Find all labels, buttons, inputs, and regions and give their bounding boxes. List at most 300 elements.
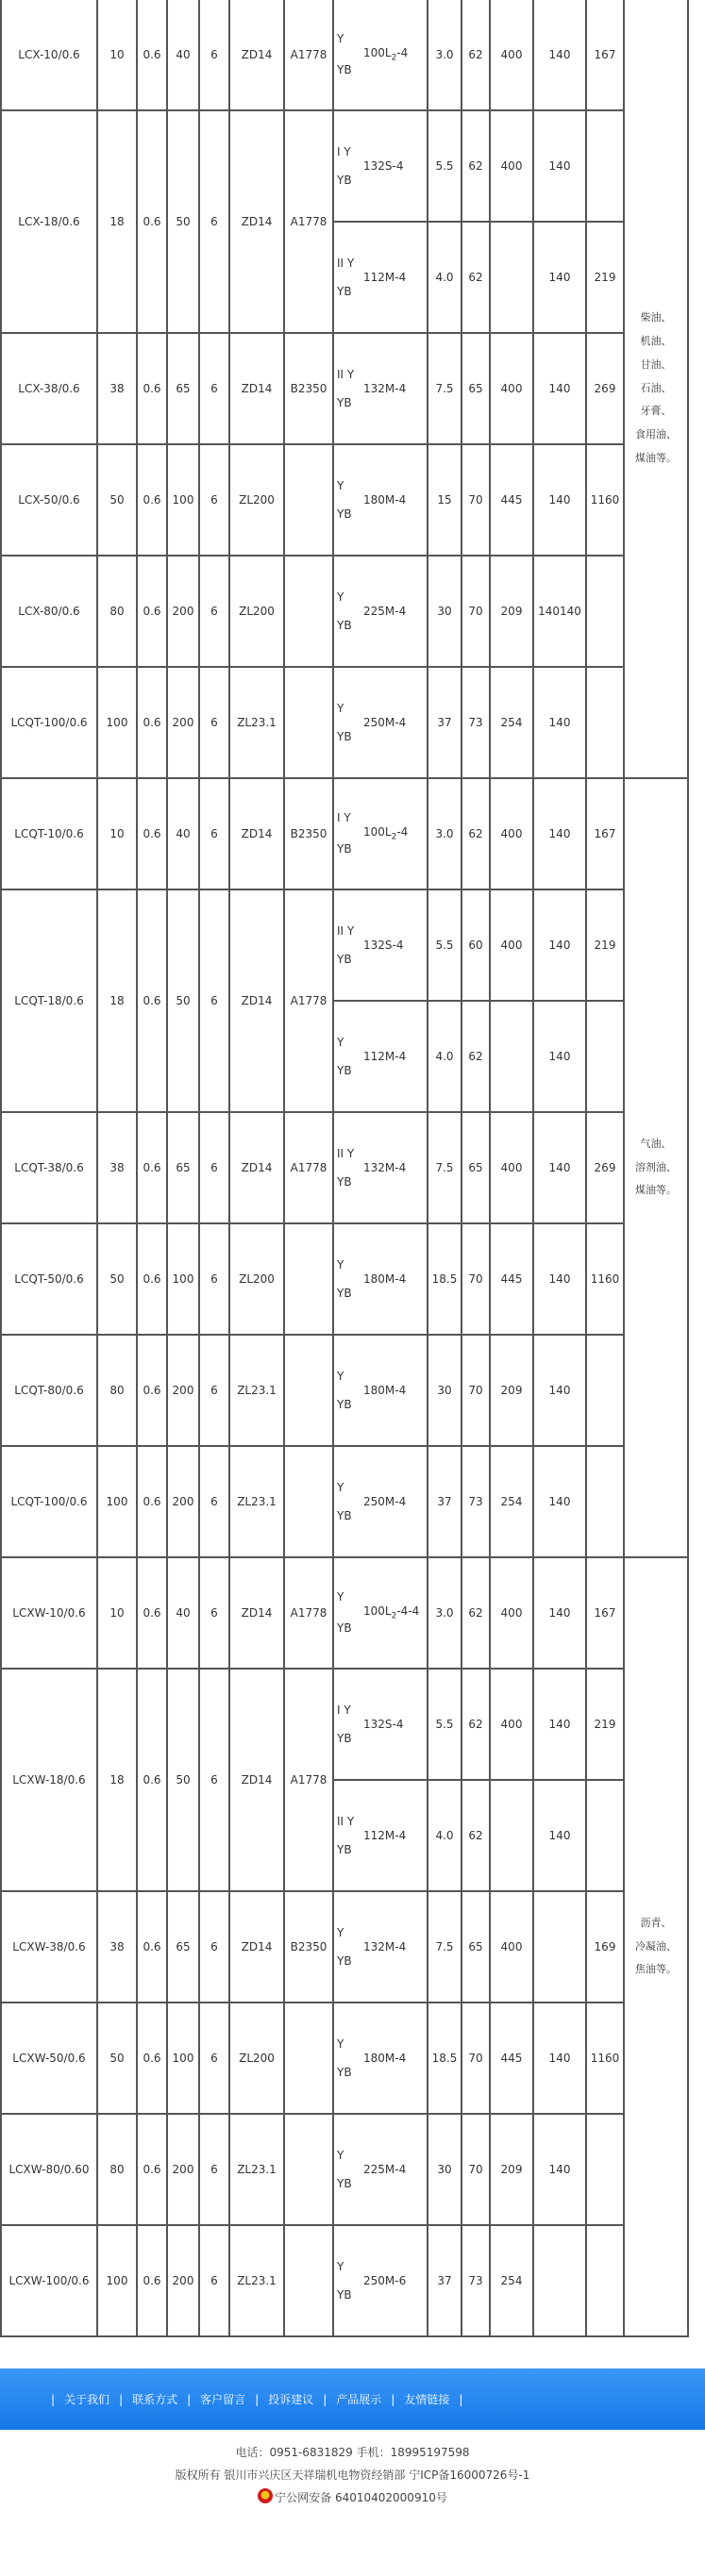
model-cell: LCX-18/0.6 (1, 110, 97, 333)
model-cell: LCQT-38/0.6 (1, 1112, 97, 1223)
motor-line-model (337, 493, 425, 507)
efficiency-cell: 73 (462, 1446, 490, 1557)
motor-roman: II (337, 256, 344, 270)
param-cell: 140 (533, 2114, 586, 2225)
param-cell: 1160 (586, 1223, 624, 1335)
footer-nav-link[interactable]: 联系方式 (132, 2393, 178, 2406)
inlet-cell: 100 (167, 1223, 199, 1335)
valve-cell: ZL200 (229, 2003, 284, 2114)
table-row (1, 1669, 688, 1780)
motor-yb: YB (337, 395, 352, 409)
motor-series: Y (337, 701, 344, 715)
motor-cell (333, 1001, 428, 1112)
code-cell (284, 1446, 333, 1557)
inlet-cell: 200 (167, 2225, 199, 2336)
param-cell (533, 2225, 586, 2336)
power-cell: 7.5 (428, 1891, 462, 2003)
motor-series: Y (337, 478, 344, 492)
code-cell (284, 1335, 333, 1446)
model-cell: LCQT-80/0.6 (1, 1335, 97, 1446)
param-cell (586, 110, 624, 222)
param-cell: 1160 (586, 444, 624, 556)
application-line: 柴油、 (640, 311, 672, 324)
power-cell: 4.0 (428, 1001, 462, 1112)
model-cell: LCXW-100/0.6 (1, 2225, 97, 2336)
param-cell: 167 (586, 778, 624, 889)
motor-line-model (337, 605, 425, 619)
motor-model-sub: 2 (391, 53, 397, 63)
motor-line-y (337, 1815, 425, 1829)
motor-line-yb (337, 1732, 425, 1746)
valve-cell: ZD14 (229, 1557, 284, 1669)
motor-yb: YB (337, 1508, 352, 1522)
motor-line-y (337, 590, 425, 605)
flow-cell: 18 (97, 889, 137, 1112)
nav-separator: | (255, 2392, 260, 2406)
table-row (1, 1446, 688, 1557)
efficiency-cell: 65 (462, 1112, 490, 1223)
motor-yb: YB (337, 284, 352, 298)
motor-line-y (337, 1370, 425, 1384)
motor-model: 250M-4 (363, 1494, 407, 1508)
param-cell: 140 (533, 2003, 586, 2114)
motor-line-model (337, 2052, 425, 2066)
weight-cell: 400 (490, 0, 533, 110)
motor-cell (333, 1335, 428, 1446)
valve-cell: ZD14 (229, 0, 284, 110)
param-cell: 219 (586, 889, 624, 1001)
motor-cell (333, 1891, 428, 2003)
inlet-cell: 200 (167, 667, 199, 778)
motor-model-suffix: -4-4 (396, 1604, 420, 1618)
footer-police-record[interactable] (0, 2486, 705, 2509)
motor-line-y (337, 1926, 425, 1940)
model-cell: LCX-10/0.6 (1, 0, 97, 110)
motor-line-model (337, 271, 425, 285)
table-row (1, 2003, 688, 2114)
motor-line-model (337, 716, 425, 730)
motor-model: 100L (363, 1604, 392, 1618)
motor-roman: II (337, 367, 344, 381)
pressure-cell: 0.6 (137, 1891, 167, 2003)
weight-cell: 400 (490, 1557, 533, 1669)
stage-cell: 6 (199, 1446, 229, 1557)
efficiency-cell: 70 (462, 2114, 490, 2225)
motor-cell (333, 556, 428, 667)
valve-cell: ZD14 (229, 1112, 284, 1223)
stage-cell: 6 (199, 1669, 229, 1891)
code-cell: A1778 (284, 889, 333, 1112)
flow-cell: 10 (97, 1557, 137, 1669)
valve-cell: ZL200 (229, 444, 284, 556)
valve-cell: ZL23.1 (229, 667, 284, 778)
motor-line-model (337, 1161, 425, 1175)
motor-line-model (337, 1718, 425, 1732)
efficiency-cell: 60 (462, 889, 490, 1001)
motor-series: Y (337, 2036, 344, 2051)
motor-series: Y (346, 1146, 355, 1160)
param-cell: 140 (533, 889, 586, 1001)
motor-line-model (337, 46, 425, 64)
code-cell: A1778 (284, 0, 333, 110)
motor-yb: YB (337, 842, 352, 856)
table-row (1, 778, 688, 889)
param-cell: 219 (586, 1669, 624, 1780)
code-cell: A1778 (284, 1112, 333, 1223)
motor-line-model (337, 159, 425, 174)
table-row (1, 2114, 688, 2225)
motor-yb: YB (337, 1286, 352, 1300)
weight-cell (490, 1780, 533, 1891)
nav-separator: | (459, 2392, 463, 2406)
flow-cell: 100 (97, 2225, 137, 2336)
param-cell: 140 (533, 1335, 586, 1446)
valve-cell: ZL23.1 (229, 2114, 284, 2225)
weight-cell: 209 (490, 1335, 533, 1446)
efficiency-cell: 62 (462, 1669, 490, 1780)
motor-yb: YB (337, 1731, 352, 1745)
application-line: 食用油、 (635, 428, 677, 441)
nav-separator: | (119, 2392, 124, 2406)
table-row (1, 333, 688, 444)
motor-cell (333, 2225, 428, 2336)
motor-yb: YB (337, 1174, 352, 1188)
motor-yb: YB (337, 1621, 352, 1636)
param-cell: 140 (533, 333, 586, 444)
footer-copyright: 版权所有 银川市兴庆区天祥瑞机电物资经销部 宁ICP备16000726号-1 (175, 2468, 530, 2482)
motor-line-model (337, 825, 425, 843)
model-cell: LCQT-18/0.6 (1, 889, 97, 1112)
weight-cell: 209 (490, 556, 533, 667)
model-cell: LCX-50/0.6 (1, 444, 97, 556)
code-cell: A1778 (284, 1669, 333, 1891)
flow-cell: 38 (97, 1891, 137, 2003)
flow-cell: 50 (97, 1223, 137, 1335)
motor-line-yb (337, 63, 425, 77)
inlet-cell: 50 (167, 110, 199, 333)
motor-model-sub: 2 (391, 832, 397, 842)
efficiency-cell: 65 (462, 1891, 490, 2003)
nav-separator: | (51, 2392, 56, 2406)
inlet-cell: 65 (167, 1891, 199, 2003)
stage-cell: 6 (199, 1891, 229, 2003)
table-row (1, 1335, 688, 1446)
stage-cell: 6 (199, 1223, 229, 1335)
param-cell: 140 (533, 0, 586, 110)
weight-cell (490, 1001, 533, 1112)
motor-line-y (337, 1147, 425, 1161)
motor-line-yb (337, 1621, 425, 1636)
pressure-cell: 0.6 (137, 889, 167, 1112)
efficiency-cell: 62 (462, 110, 490, 222)
motor-yb: YB (337, 729, 352, 743)
motor-series: Y (337, 1035, 344, 1049)
table-row (1, 2225, 688, 2336)
flow-cell: 80 (97, 556, 137, 667)
motor-model: 112M-4 (363, 270, 407, 284)
param-cell (586, 2225, 624, 2336)
inlet-cell: 200 (167, 2114, 199, 2225)
footer-nav-link[interactable]: 关于我们 (64, 2393, 110, 2406)
motor-line-y (337, 2037, 425, 2052)
inlet-cell: 200 (167, 1335, 199, 1446)
power-cell: 37 (428, 2225, 462, 2336)
police-badge-icon (258, 2488, 273, 2503)
motor-line-y (337, 368, 425, 382)
power-cell: 37 (428, 667, 462, 778)
stage-cell: 6 (199, 1112, 229, 1223)
motor-cell (333, 110, 428, 222)
param-cell: 219 (586, 222, 624, 333)
motor-yb: YB (337, 618, 352, 632)
motor-yb: YB (337, 1842, 352, 1856)
valve-cell: ZL23.1 (229, 2225, 284, 2336)
application-line: 甘油、 (640, 357, 672, 371)
motor-line-y (337, 924, 425, 939)
weight-cell: 400 (490, 889, 533, 1001)
flow-cell: 10 (97, 778, 137, 889)
flow-cell: 80 (97, 1335, 137, 1446)
inlet-cell: 50 (167, 889, 199, 1112)
application-line: 冷凝油、 (635, 1939, 677, 1953)
motor-model: 132M-4 (363, 1160, 407, 1174)
param-cell (533, 1891, 586, 2003)
table-row (1, 444, 688, 556)
flow-cell: 80 (97, 2114, 137, 2225)
application-cell (624, 1557, 688, 2336)
stage-cell: 6 (199, 333, 229, 444)
motor-series: Y (337, 1369, 344, 1383)
stage-cell: 6 (199, 0, 229, 110)
valve-cell: ZD14 (229, 1891, 284, 2003)
table-row (1, 0, 688, 110)
pressure-cell: 0.6 (137, 333, 167, 444)
motor-line-y (337, 2260, 425, 2274)
valve-cell: ZL200 (229, 556, 284, 667)
efficiency-cell: 70 (462, 1223, 490, 1335)
pressure-cell: 0.6 (137, 1446, 167, 1557)
inlet-cell: 40 (167, 0, 199, 110)
stage-cell: 6 (199, 778, 229, 889)
footer-nav-bar (0, 2368, 705, 2430)
pressure-cell: 0.6 (137, 2225, 167, 2336)
table-row (1, 1557, 688, 1669)
stage-cell: 6 (199, 1335, 229, 1446)
model-cell: LCXW-80/0.60 (1, 2114, 97, 2225)
table-row (1, 556, 688, 667)
footer-phone: 电话：0951-6831829 手机：18995197598 (235, 2446, 470, 2459)
flow-cell: 38 (97, 333, 137, 444)
param-cell: 140 (533, 222, 586, 333)
efficiency-cell: 62 (462, 1780, 490, 1891)
efficiency-cell: 62 (462, 1001, 490, 1112)
footer-nav-link[interactable]: 投诉建议 (268, 2393, 314, 2406)
inlet-cell: 100 (167, 444, 199, 556)
weight-cell: 445 (490, 1223, 533, 1335)
motor-line-yb (337, 1287, 425, 1301)
pressure-cell: 0.6 (137, 667, 167, 778)
pressure-cell: 0.6 (137, 110, 167, 333)
motor-series: Y (337, 1480, 344, 1494)
model-cell: LCQT-100/0.6 (1, 667, 97, 778)
motor-line-model (337, 382, 425, 396)
param-cell: 140 (533, 110, 586, 222)
model-cell: LCQT-100/0.6 (1, 1446, 97, 1557)
param-cell: 167 (586, 0, 624, 110)
weight-cell: 209 (490, 2114, 533, 2225)
param-cell: 1160 (586, 2003, 624, 2114)
power-cell: 5.5 (428, 889, 462, 1001)
application-line: 焦油等。 (635, 1963, 677, 1976)
power-cell: 15 (428, 444, 462, 556)
code-cell (284, 2225, 333, 2336)
efficiency-cell: 62 (462, 1557, 490, 1669)
motor-line-yb (337, 285, 425, 299)
flow-cell: 18 (97, 110, 137, 333)
efficiency-cell: 62 (462, 778, 490, 889)
code-cell: B2350 (284, 778, 333, 889)
flow-cell: 38 (97, 1112, 137, 1223)
param-cell: 167 (586, 1557, 624, 1669)
inlet-cell: 200 (167, 556, 199, 667)
valve-cell: ZD14 (229, 333, 284, 444)
application-line: 煤油等。 (635, 1184, 677, 1197)
footer-info (0, 2430, 705, 2509)
motor-model: 225M-4 (363, 604, 407, 618)
motor-line-model (337, 939, 425, 953)
efficiency-cell: 73 (462, 667, 490, 778)
footer-nav (42, 2368, 472, 2430)
motor-cell (333, 2114, 428, 2225)
motor-model: 100L (363, 824, 392, 839)
motor-line-yb (337, 1509, 425, 1523)
motor-cell (333, 1112, 428, 1223)
param-cell: 269 (586, 1112, 624, 1223)
motor-yb: YB (337, 1063, 352, 1077)
footer-nav-link[interactable]: 产品展示 (336, 2393, 382, 2406)
param-cell: 140 (533, 1112, 586, 1223)
power-cell: 4.0 (428, 222, 462, 333)
motor-model: 180M-4 (363, 1271, 407, 1286)
motor-line-yb (337, 507, 425, 522)
motor-line-model (337, 2163, 425, 2177)
motor-roman: II (337, 1814, 344, 1828)
nav-separator: | (187, 2392, 192, 2406)
motor-model-sub: 2 (391, 1611, 397, 1621)
weight-cell: 400 (490, 778, 533, 889)
flow-cell: 50 (97, 444, 137, 556)
model-cell: LCXW-50/0.6 (1, 2003, 97, 2114)
weight-cell: 254 (490, 2225, 533, 2336)
pressure-cell: 0.6 (137, 0, 167, 110)
flow-cell: 100 (97, 667, 137, 778)
power-cell: 3.0 (428, 0, 462, 110)
model-cell: LCXW-38/0.6 (1, 1891, 97, 2003)
motor-line-yb (337, 396, 425, 410)
footer-nav-link[interactable]: 友情链接 (404, 2393, 450, 2406)
model-cell: LCX-38/0.6 (1, 333, 97, 444)
application-line: 牙膏、 (640, 405, 672, 418)
pressure-cell: 0.6 (137, 1223, 167, 1335)
inlet-cell: 100 (167, 2003, 199, 2114)
weight-cell: 400 (490, 110, 533, 222)
param-cell (586, 1335, 624, 1446)
weight-cell: 254 (490, 667, 533, 778)
code-cell (284, 1223, 333, 1335)
param-cell: 140 (533, 1001, 586, 1112)
inlet-cell: 40 (167, 1557, 199, 1669)
valve-cell: ZL23.1 (229, 1335, 284, 1446)
pressure-cell: 0.6 (137, 2003, 167, 2114)
param-cell: 140140 (533, 556, 586, 667)
param-cell: 140 (533, 444, 586, 556)
motor-cell (333, 444, 428, 556)
motor-line-yb (337, 2177, 425, 2191)
power-cell: 30 (428, 2114, 462, 2225)
weight-cell (490, 222, 533, 333)
power-cell: 37 (428, 1446, 462, 1557)
weight-cell: 400 (490, 333, 533, 444)
footer-nav-link[interactable]: 客户留言 (200, 2393, 246, 2406)
stage-cell: 6 (199, 2114, 229, 2225)
application-line: 煤油等。 (635, 451, 677, 464)
power-cell: 18.5 (428, 1223, 462, 1335)
motor-yb: YB (337, 952, 352, 966)
motor-model: 132M-4 (363, 1939, 407, 1953)
motor-line-model (337, 1829, 425, 1843)
param-cell: 169 (586, 1891, 624, 2003)
model-cell: LCQT-10/0.6 (1, 778, 97, 889)
motor-cell (333, 333, 428, 444)
motor-model: 250M-4 (363, 715, 407, 729)
motor-line-yb (337, 1954, 425, 1969)
motor-yb: YB (337, 2176, 352, 2190)
motor-line-model (337, 1272, 425, 1287)
motor-model-suffix: -4 (396, 824, 409, 839)
stage-cell: 6 (199, 110, 229, 333)
weight-cell: 400 (490, 1112, 533, 1223)
motor-line-yb (337, 953, 425, 967)
application-line: 气油、 (640, 1137, 672, 1150)
power-cell: 7.5 (428, 333, 462, 444)
motor-cell (333, 1446, 428, 1557)
motor-line-yb (337, 2288, 425, 2302)
power-cell: 3.0 (428, 778, 462, 889)
motor-series: Y (344, 1703, 351, 1717)
weight-cell: 445 (490, 444, 533, 556)
power-cell: 3.0 (428, 1557, 462, 1669)
stage-cell: 6 (199, 556, 229, 667)
weight-cell: 254 (490, 1446, 533, 1557)
weight-cell: 400 (490, 1669, 533, 1780)
inlet-cell: 65 (167, 333, 199, 444)
table-row (1, 889, 688, 1001)
param-cell: 140 (533, 1669, 586, 1780)
pressure-cell: 0.6 (137, 1335, 167, 1446)
motor-roman: I (337, 810, 341, 824)
application-cell (624, 778, 688, 1557)
nav-separator: | (391, 2392, 395, 2406)
motor-line-model (337, 1604, 425, 1622)
pressure-cell: 0.6 (137, 2114, 167, 2225)
flow-cell: 50 (97, 2003, 137, 2114)
motor-line-yb (337, 619, 425, 633)
motor-model: 132M-4 (363, 381, 407, 395)
motor-model: 180M-4 (363, 1383, 407, 1397)
motor-yb: YB (337, 1397, 352, 1411)
motor-line-yb (337, 1064, 425, 1078)
power-cell: 4.0 (428, 1780, 462, 1891)
